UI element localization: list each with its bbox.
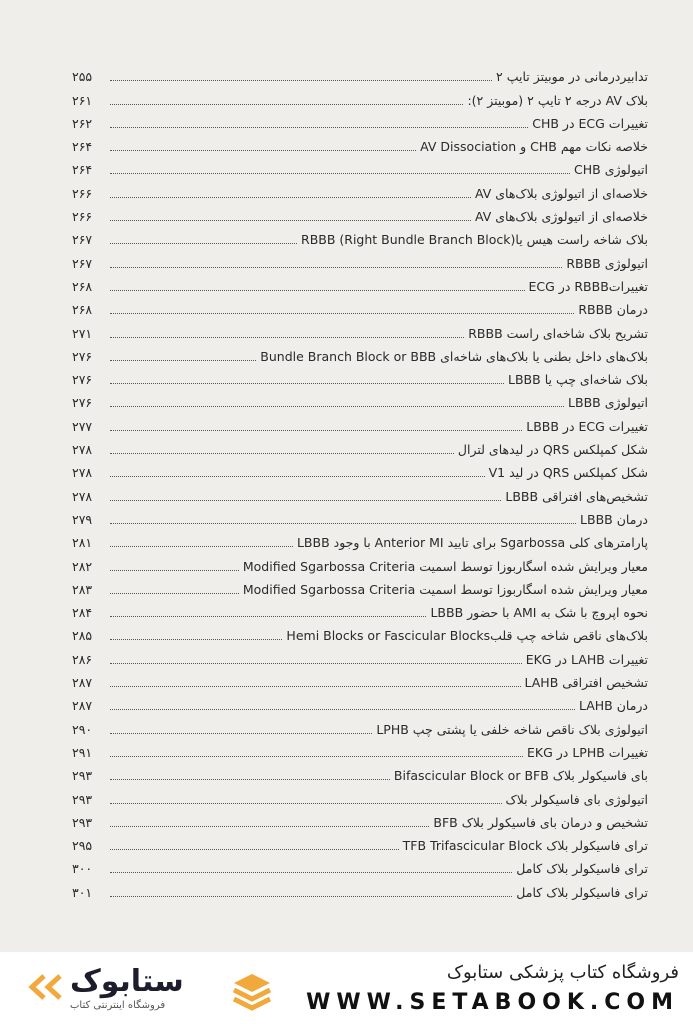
dot-leader	[110, 383, 504, 384]
toc-entry-title: اتیولوژی بای فاسیکولر بلاک	[505, 791, 648, 807]
toc-entry-title: درمان LBBB	[580, 511, 648, 527]
toc-entry-page: ۲۸۶	[72, 651, 93, 667]
toc-entry-page: ۲۸۵	[72, 628, 93, 644]
dot-leader	[110, 406, 564, 407]
toc-entry[interactable]	[72, 295, 648, 318]
toc-entry-title: اتیولوژی RBBB	[566, 255, 648, 271]
logo-text: ستابوک	[70, 964, 184, 999]
dot-leader	[110, 197, 471, 198]
toc-entry[interactable]	[72, 132, 648, 155]
toc-entry-title: شکل کمپلکس QRS در لید V1	[488, 465, 648, 481]
toc-entry-page: ۲۶۷	[72, 232, 93, 248]
toc-entry-title: تشخیص و درمان بای فاسیکولر بلاک BFB	[433, 814, 648, 830]
toc-entry[interactable]	[72, 831, 648, 854]
dot-leader	[110, 663, 522, 664]
toc-entry[interactable]	[72, 365, 648, 388]
dot-leader	[110, 523, 576, 524]
toc-entry[interactable]	[72, 854, 648, 877]
toc-entry-page: ۲۶۱	[72, 92, 93, 108]
toc-entry[interactable]	[72, 155, 648, 178]
toc-entry-page: ۲۹۵	[72, 838, 93, 854]
toc-entry[interactable]	[72, 109, 648, 132]
toc-entry-page: ۲۶۸	[72, 278, 93, 294]
toc-entry-page: ۲۵۵	[72, 69, 93, 85]
toc-entry-page: ۲۹۳	[72, 791, 93, 807]
toc-entry[interactable]	[72, 575, 648, 598]
toc-entry[interactable]	[72, 202, 648, 225]
dot-leader	[110, 267, 562, 268]
toc-entry-title: پارامترهای کلی Sgarbossa برای تایید Anterior MI با وجود LBBB	[296, 535, 648, 551]
toc-entry[interactable]	[72, 598, 648, 621]
dot-leader	[110, 430, 522, 431]
toc-entry[interactable]	[72, 761, 648, 784]
toc-entry[interactable]	[72, 85, 648, 108]
dot-leader	[110, 616, 426, 617]
toc-entry-title: تغییراتRBBB در ECG	[528, 278, 648, 294]
toc-entry[interactable]	[72, 225, 648, 248]
toc-entry-page: ۲۹۰	[72, 721, 93, 737]
logo-subtext: فروشگاه اینترنتی کتاب	[70, 1000, 166, 1011]
toc-entry-page: ۲۹۳	[72, 768, 93, 784]
toc-entry-title: تغییرات ECG در CHB	[532, 115, 648, 131]
toc-entry-page: ۲۷۸	[72, 465, 93, 481]
toc-entry-title: ترای فاسیکولر بلاک کامل	[516, 884, 648, 900]
toc-entry[interactable]	[72, 505, 648, 528]
toc-entry-title: درمان LAHB	[578, 698, 648, 714]
toc-entry-page: ۲۷۶	[72, 372, 93, 388]
toc-entry[interactable]	[72, 435, 648, 458]
toc-entry[interactable]	[72, 272, 648, 295]
toc-entry-page: ۲۸۷	[72, 675, 93, 691]
toc-entry-title: شکل کمپلکس QRS در لیدهای لترال	[457, 442, 648, 458]
dot-leader	[110, 104, 463, 105]
dot-leader	[110, 779, 390, 780]
dot-leader	[110, 360, 256, 361]
dot-leader	[110, 546, 293, 547]
toc-entry-page: ۲۷۶	[72, 348, 93, 364]
toc-entry[interactable]	[72, 342, 648, 365]
toc-entry[interactable]	[72, 691, 648, 714]
dot-leader	[110, 803, 502, 804]
toc-entry-page: ۲۸۳	[72, 581, 93, 597]
toc-entry-title: تشریح بلاک شاخه‌ای راست RBBB	[468, 325, 648, 341]
dot-leader	[110, 896, 512, 897]
toc-entry-page: ۲۶۴	[72, 139, 93, 155]
toc-entry[interactable]	[72, 388, 648, 411]
toc-entry-page: ۲۸۱	[72, 535, 93, 551]
toc-entry-page: ۲۶۸	[72, 302, 93, 318]
toc-entry-page: ۲۶۶	[72, 209, 93, 225]
toc-entry-page: ۲۸۷	[72, 698, 93, 714]
dot-leader	[110, 593, 239, 594]
toc-entry[interactable]	[72, 714, 648, 737]
dot-leader	[110, 570, 239, 571]
toc-entry-title: بلاک شاخه راست هیس یاRBBB (Right Bundle Branch Block)	[301, 232, 648, 248]
toc-entry[interactable]	[72, 62, 648, 85]
toc-entry[interactable]	[72, 621, 648, 644]
toc-entry-title: اتیولوژی بلاک ناقص شاخه خلفی یا پشتی چپ LPHB	[376, 721, 648, 737]
toc-entry-title: ترای فاسیکولر بلاک کامل	[516, 861, 648, 877]
store-name: فروشگاه کتاب پزشکی ستابوک	[446, 962, 679, 983]
dot-leader	[110, 290, 525, 291]
toc-entry-title: بلاک شاخه‌ای چپ یا LBBB	[508, 372, 648, 388]
toc-entry-page: ۲۸۲	[72, 558, 93, 574]
toc-entry-title: تغییرات LPHB در EKG	[527, 744, 648, 760]
toc-entry-page: ۳۰۱	[72, 884, 93, 900]
dot-leader	[110, 756, 523, 757]
toc-entry-page: ۲۶۲	[72, 115, 93, 131]
toc-entry-page: ۲۹۳	[72, 814, 93, 830]
toc-entry[interactable]	[72, 318, 648, 341]
toc-entry-page: ۲۷۸	[72, 488, 93, 504]
dot-leader	[110, 453, 454, 454]
toc-entry-title: بلاک‌های داخل بطنی یا بلاک‌های شاخه‌ای Bundle Branch Block or BBB	[260, 348, 648, 364]
toc-entry-page: ۲۶۶	[72, 185, 93, 201]
toc-entry-title: ترای فاسیکولر بلاک TFB Trifascicular Block	[402, 838, 648, 854]
toc-entry-title: خلاصه‌ای از اتیولوژی بلاک‌های AV	[474, 185, 648, 201]
toc-entry-title: تدابیردرمانی در موبیتز تایپ ۲	[496, 69, 648, 85]
dot-leader	[110, 80, 492, 81]
toc-entry[interactable]	[72, 481, 648, 504]
toc-entry-title: معیار ویرایش شده اسگاربوزا توسط اسمیت Modified Sgarbossa Criteria	[242, 581, 648, 597]
dot-leader	[110, 849, 399, 850]
toc-entry-title: تغییرات LAHB در EKG	[525, 651, 648, 667]
toc-entry-title: درمان RBBB	[578, 302, 648, 318]
dot-leader	[110, 733, 372, 734]
toc-entry-title: خلاصه نکات مهم CHB و AV Dissociation	[420, 139, 648, 155]
toc-entry-page: ۲۷۷	[72, 418, 93, 434]
toc-entry-title: بلاک‌های ناقص شاخه چپ قلبHemi Blocks or Fascicular Blocks	[286, 628, 648, 644]
dot-leader	[110, 243, 297, 244]
dot-leader	[110, 872, 512, 873]
toc-entry[interactable]	[72, 877, 648, 900]
toc-entry[interactable]	[72, 458, 648, 481]
toc-entry-title: اتیولوژی CHB	[574, 162, 648, 178]
dot-leader	[110, 127, 528, 128]
toc-entry[interactable]	[72, 738, 648, 761]
toc-entry[interactable]	[72, 784, 648, 807]
dot-leader	[110, 709, 575, 710]
double-chevron-icon	[26, 974, 66, 1000]
dot-leader	[110, 150, 416, 151]
dot-leader	[110, 337, 464, 338]
toc-entry-title: اتیولوژی LBBB	[568, 395, 648, 411]
toc-entry-title: بلاک AV درجه ۲ تایپ ۲ (موبیتز ۲):	[467, 92, 648, 108]
footer-banner	[0, 952, 693, 1024]
toc-entry-title: خلاصه‌ای از اتیولوژی بلاک‌های AV	[474, 209, 648, 225]
dot-leader	[110, 639, 282, 640]
toc-entry-title: نحوه اپروچ با شک به AMI با حضور LBBB	[430, 605, 648, 621]
toc-entry-page: ۲۷۱	[72, 325, 93, 341]
toc-entry[interactable]	[72, 411, 648, 434]
toc-entry[interactable]	[72, 668, 648, 691]
toc-entry[interactable]	[72, 808, 648, 831]
toc-entry-title: معیار ویرایش شده اسگاربوزا توسط اسمیت Modified Sgarbossa Criteria	[242, 558, 648, 574]
book-stack-icon	[232, 970, 272, 1014]
table-of-contents	[72, 62, 648, 901]
toc-entry-page: ۲۷۶	[72, 395, 93, 411]
toc-entry-title: تشخیص افتراقی LAHB	[524, 675, 648, 691]
toc-entry[interactable]	[72, 248, 648, 271]
dot-leader	[110, 826, 429, 827]
dot-leader	[110, 313, 574, 314]
toc-entry[interactable]	[72, 528, 648, 551]
toc-entry-page: ۲۷۹	[72, 511, 93, 527]
toc-entry-page: ۲۶۷	[72, 255, 93, 271]
toc-entry[interactable]	[72, 178, 648, 201]
dot-leader	[110, 686, 521, 687]
dot-leader	[110, 500, 501, 501]
dot-leader	[110, 476, 485, 477]
toc-entry-title: تشخیص‌های افتراقی LBBB	[505, 488, 648, 504]
toc-entry-title: تغییرات ECG در LBBB	[526, 418, 648, 434]
toc-entry-page: ۲۶۴	[72, 162, 93, 178]
toc-entry[interactable]	[72, 551, 648, 574]
toc-entry[interactable]	[72, 644, 648, 667]
setabook-logo[interactable]	[26, 960, 276, 1016]
dot-leader	[110, 173, 570, 174]
dot-leader	[110, 220, 471, 221]
toc-entry-title: بای فاسیکولر بلاک Bifascicular Block or BFB	[393, 768, 648, 784]
toc-entry-page: ۳۰۰	[72, 861, 93, 877]
toc-entry-page: ۲۸۴	[72, 605, 93, 621]
toc-entry-page: ۲۷۸	[72, 442, 93, 458]
website-url[interactable]: WWW.SETABOOK.COM	[306, 990, 679, 1015]
toc-entry-page: ۲۹۱	[72, 744, 93, 760]
